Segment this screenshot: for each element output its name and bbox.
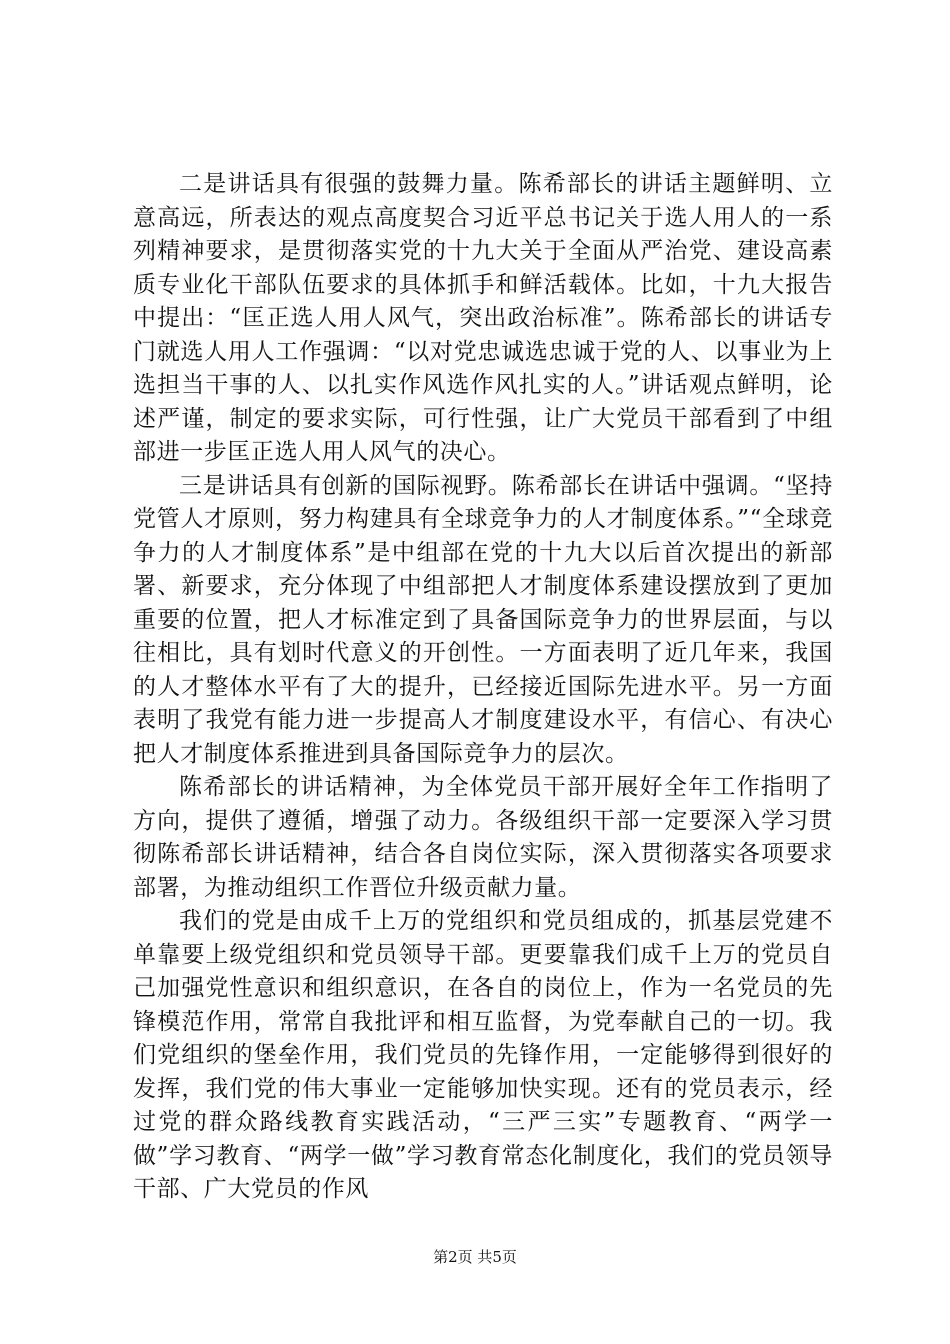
paragraph-speech-spirit: 陈希部长的讲话精神，为全体党员干部开展好全年工作指明了方向，提供了遵循，增强了动力。各级组织干部一定要深入学习贯彻陈希部长讲话精神，结合各自岗位实际，深入贯彻落实各项要求部署，为推动组织工作晋位升级贡献力量。 [133, 774, 833, 901]
paragraph-party-building: 我们的党是由成千上万的党组织和党员组成的，抓基层党建不单靠要上级党组织和党员领导干部。更要靠我们成千上万的党员自己加强党性意识和组织意识，在各自的岗位上，作为一名党员的先锋模范作用，常常自我批评和相互监督，为党奉献自己的一切。我们党组织的堡垒作用，我们党员的先锋作用，一定能够得到很好的发挥，我们党的伟大事业一定能够加快实现。还有的党员表示，经过党的群众路线教育实践活动，“三严三实”专题教育、“两学一做”学习教育、“两学一做”学习教育常态化制度化，我们的党员领导干部、广大党员的作风 [133, 908, 833, 1202]
page-number-footer: 第2页 共5页 [433, 1248, 517, 1266]
paragraph-encouragement: 二是讲话具有很强的鼓舞力量。陈希部长的讲话主题鲜明、立意高远，所表达的观点高度契合习近平总书记关于选人用人的一系列精神要求，是贯彻落实党的十九大关于全面从严治党、建设高素质专业化干部队伍要求的具体抓手和鲜活载体。比如，十九大报告中提出：“匡正选人用人风气，突出政治标准”。陈希部长的讲话专门就选人用人工作强调：“以对党忠诚选忠诚于党的人、以事业为上选担当干事的人、以扎实作风选作风扎实的人。”讲话观点鲜明，论述严谨，制定的要求实际，可行性强，让广大党员干部看到了中组部进一步匡正选人用人风气的决心。 [133, 171, 833, 465]
document-body [133, 168, 833, 1207]
paragraph-international-vision: 三是讲话具有创新的国际视野。陈希部长在讲话中强调。“坚持党管人才原则，努力构建具有全球竞争力的人才制度体系。”“全球竞争力的人才制度体系”是中组部在党的十九大以后首次提出的新部署、新要求，充分体现了中组部把人才制度体系建设摆放到了更加重要的位置，把人才标准定到了具备国际竞争力的世界层面，与以往相比，具有划时代意义的开创性。一方面表明了近几年来，我国的人才整体水平有了大的提升，已经接近国际先进水平。另一方面表明了我党有能力进一步提高人才制度建设水平，有信心、有决心把人才制度体系推进到具备国际竞争力的层次。 [133, 472, 833, 767]
